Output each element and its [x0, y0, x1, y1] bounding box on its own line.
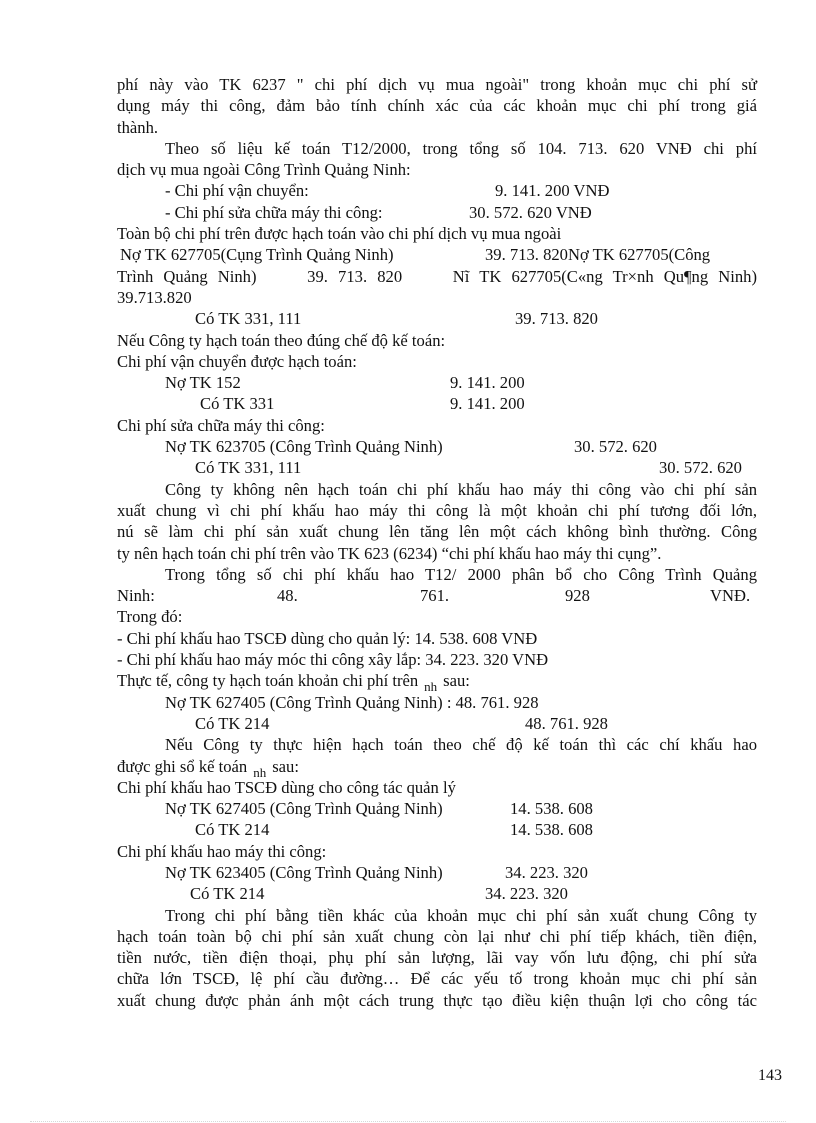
text-line: phí này vào TK 6237 " chi phí dịch vụ mua ngoài" trong khoản mục chi phí sử — [117, 75, 757, 94]
text-fragment: nh — [424, 679, 438, 695]
text-line: Nếu Công ty hạch toán theo đúng chế độ kế toán: — [117, 330, 446, 350]
text-line: chữa lớn TSCĐ, lệ phí cầu đường… Để các yếu tố trong khoản mục chi phí sản — [117, 969, 757, 989]
entry-line — [117, 202, 757, 223]
entry-amount: 9. 141. 200 — [450, 394, 525, 414]
entry-line — [117, 308, 757, 329]
entry-line — [117, 713, 757, 734]
text-line — [117, 756, 757, 780]
credit-account: Có TK 214 — [190, 884, 265, 904]
entry-amount: 928 — [565, 586, 590, 606]
credit-account: Có TK 214 — [195, 713, 270, 733]
text-line: dụng máy thi công, đảm bảo tính chính xác của các khoản mục chi phí trong giá — [117, 96, 757, 116]
text-fragment: sau: — [443, 671, 470, 691]
text-line: Nếu Công ty thực hiện hạch toán theo chế độ kế toán thì các chí khấu hao — [165, 735, 757, 755]
debit-account: Nợ TK 623705 (Công Trình Quảng Ninh) — [165, 437, 443, 457]
entry-amount: 39. 713. 820 — [515, 309, 598, 329]
debit-account: Nợ TK 152 — [165, 373, 241, 393]
text-line: Theo số liệu kế toán T12/2000, trong tổng số 104. 713. 620 VNĐ chi phí — [165, 138, 757, 158]
text-line: Ninh: — [117, 586, 155, 606]
text-line: Toàn bộ chi phí trên được hạch toán vào chi phí dịch vụ mua ngoài — [117, 224, 562, 244]
document-body — [117, 74, 757, 1011]
page-number: 143 — [758, 1067, 782, 1084]
entry-amount: 48. — [277, 586, 298, 606]
entry-amount: 48. 761. 928 — [525, 713, 608, 733]
text-fragment: được ghi sổ kế toán — [117, 756, 248, 776]
entry-line — [117, 798, 757, 819]
currency-label: VNĐ. — [710, 586, 751, 606]
entry-amount: 9. 141. 200 VNĐ — [495, 181, 610, 201]
credit-account: Có TK 331 — [200, 394, 275, 414]
entry-line — [117, 244, 757, 265]
text-line: ty nên hạch toán chi phí trên vào TK 623 (6234) “chi phí khấu hao máy thi cụng”. — [117, 543, 662, 563]
entry-line — [117, 819, 757, 840]
text-line — [117, 670, 757, 695]
page-bottom-divider — [30, 1121, 786, 1122]
text-line: Trong chi phí bằng tiền khác của khoản mục chi phí sản xuất chung Công ty — [165, 905, 757, 925]
text-fragment: nh — [253, 764, 267, 780]
text-line: Chi phí vận chuyển được hạch toán: — [117, 351, 357, 371]
text-line: Chi phí khấu hao máy thi công: — [117, 841, 327, 861]
credit-account: Có TK 331, 111 — [195, 458, 302, 478]
text-line: Trong tổng số chi phí khấu hao T12/ 2000 phân bổ cho Công Trình Quảng — [165, 564, 757, 584]
entry-line — [117, 372, 757, 393]
entry-amount: 14. 538. 608 — [510, 820, 593, 840]
text-line: 39.713.820 — [117, 287, 192, 307]
entry-amount: 30. 572. 620 — [574, 437, 657, 457]
entry-line — [117, 585, 757, 606]
text-fragment: Thực tế, công ty hạch toán khoản chi phí trên — [117, 671, 419, 691]
text-line: xuất chung được phản ánh một cách trung thực tạo điều kiện thuận lợi cho công tác — [117, 990, 757, 1010]
debit-account: Nợ TK 627405 (Công Trình Quảng Ninh) — [165, 799, 443, 819]
debit-account: Nợ TK 623405 (Công Trình Quảng Ninh) — [165, 862, 443, 882]
text-line: - Chi phí khấu hao TSCĐ dùng cho quản lý: 14. 538. 608 VNĐ — [117, 628, 538, 648]
text-line: hạch toán toàn bộ chi phí sản xuất chung còn lại như chi phí tiếp khách, tiền điện, — [117, 926, 757, 946]
entry-label: Nợ TK 627705(Cụng Trình Quảng Ninh) — [120, 245, 394, 265]
text-line: - Chi phí khấu hao máy móc thi công xây lắp: 34. 223. 320 VNĐ — [117, 650, 549, 670]
debit-account: Nợ TK 627405 (Công Trình Quảng Ninh) : 48. 761. 928 — [165, 692, 539, 712]
text-line: nú sẽ làm chi phí sản xuất chung lên tăng lên một cách không bình thường. Công — [117, 522, 757, 542]
text-line: xuất chung vì chi phí khấu hao máy thi công là một khoản chi phí tương đối lớn, — [117, 500, 757, 520]
text-line: Công ty không nên hạch toán chi phí khấu hao máy thi công vào chi phí sản — [165, 479, 757, 499]
entry-amount: 39. 713. 820Nợ TK 627705(Công — [485, 245, 711, 265]
entry-label: - Chi phí vận chuyển: — [165, 181, 309, 201]
credit-account: Có TK 214 — [195, 820, 270, 840]
text-line: dịch vụ mua ngoài Công Trình Quảng Ninh: — [117, 160, 411, 180]
entry-line — [117, 393, 757, 414]
entry-line — [117, 692, 757, 713]
entry-amount: 14. 538. 608 — [510, 799, 593, 819]
entry-line — [117, 436, 757, 457]
text-line: tiền nước, tiền điện thoại, phụ phí sản lượng, lãi vay vốn lưu động, chi phí sửa — [117, 948, 757, 968]
entry-line — [117, 180, 757, 201]
entry-amount: 30. 572. 620 VNĐ — [469, 202, 592, 222]
entry-amount: 34. 223. 320 — [505, 862, 588, 882]
entry-amount: 34. 223. 320 — [485, 884, 568, 904]
text-line: thành. — [117, 117, 159, 137]
entry-amount: 30. 572. 620 — [659, 458, 742, 478]
text-line: Chi phí sửa chữa máy thi công: — [117, 415, 325, 435]
text-line: Chi phí khấu hao TSCĐ dùng cho công tác quản lý — [117, 777, 456, 797]
entry-amount: 9. 141. 200 — [450, 373, 525, 393]
entry-line — [117, 883, 757, 904]
entry-line — [117, 457, 757, 478]
credit-account: Có TK 331, 111 — [195, 309, 302, 329]
text-fragment: sau: — [272, 756, 299, 776]
entry-label: - Chi phí sửa chữa máy thi công: — [165, 202, 383, 222]
entry-line — [117, 862, 757, 883]
text-line: Trong đó: — [117, 607, 183, 627]
text-line: Trình Quảng Ninh) 39. 713. 820 Nĩ TK 627705(C«ng Tr×nh Qu¶ng Ninh) — [117, 266, 757, 286]
entry-amount: 761. — [420, 586, 450, 606]
